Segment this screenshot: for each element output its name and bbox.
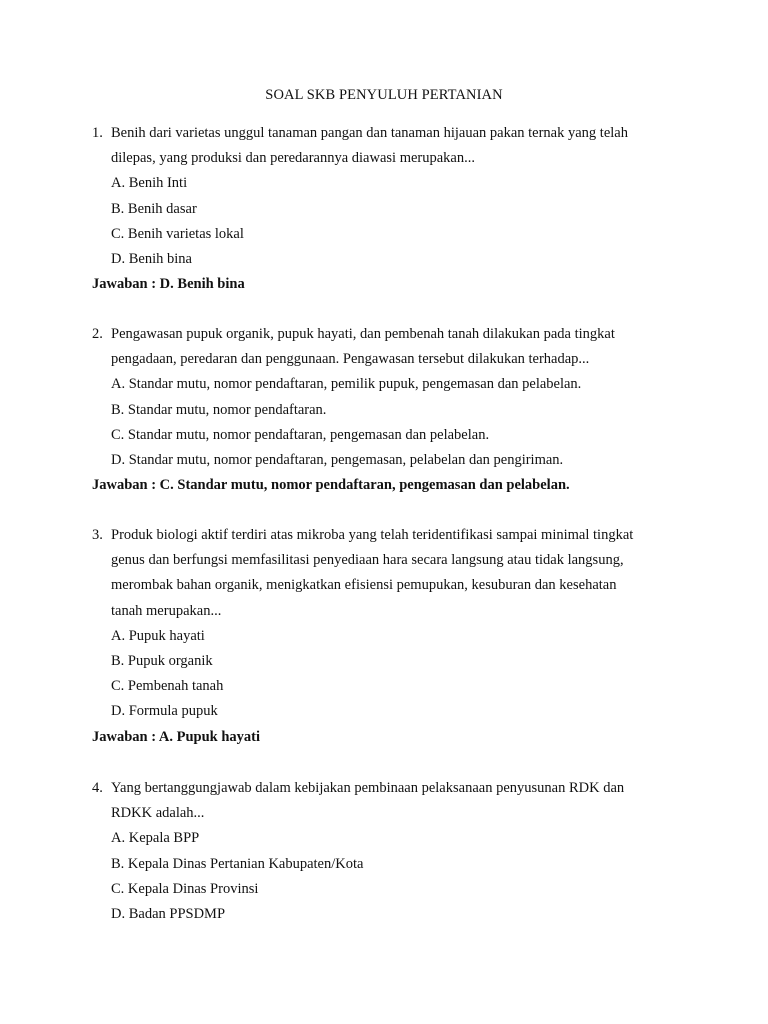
answer-line: Jawaban : D. Benih bina: [92, 276, 245, 293]
question-number: 2.: [92, 326, 103, 342]
option-c: C. Standar mutu, nomor pendaftaran, pengemasan dan pelabelan.: [111, 426, 490, 443]
question-line: [92, 322, 682, 347]
question-text: RDKK adalah...: [111, 805, 205, 822]
option-c: C. Kepala Dinas Provinsi: [111, 880, 259, 897]
question-text: merombak bahan organik, menigkatkan efisiensi pemupukan, kesuburan dan kesehatan: [111, 577, 617, 594]
question-text: genus dan berfungsi memfasilitasi penyediaan hara secara langsung atau tidak langsung,: [111, 552, 624, 569]
answer-line: Jawaban : A. Pupuk hayati: [92, 728, 261, 745]
question-text: Benih dari varietas unggul tanaman pangan dan tanaman hijauan pakan ternak yang telah: [111, 125, 628, 141]
option-a: A. Pupuk hayati: [111, 627, 205, 644]
option-d: D. Benih bina: [111, 250, 192, 267]
question-number: 4.: [92, 780, 103, 796]
question-2: [92, 322, 682, 498]
option-d: D. Standar mutu, nomor pendaftaran, pengemasan, pelabelan dan pengiriman.: [111, 451, 564, 468]
option-c: C. Pembenah tanah: [111, 678, 224, 695]
option-b: B. Benih dasar: [111, 200, 197, 217]
option-a: A. Kepala BPP: [111, 830, 200, 847]
option-b: B. Kepala Dinas Pertanian Kabupaten/Kota: [111, 855, 364, 872]
question-text: pengadaan, peredaran dan penggunaan. Pengawasan tersebut dilakukan terhadap...: [111, 351, 590, 368]
question-line: [92, 776, 682, 801]
question-number: 1.: [92, 125, 103, 141]
question-4: [92, 776, 682, 927]
question-line: [92, 523, 682, 548]
option-a: A. Benih Inti: [111, 175, 188, 192]
question-1: [92, 121, 682, 297]
option-d: D. Formula pupuk: [111, 703, 218, 720]
question-text: dilepas, yang produksi dan peredarannya diawasi merupakan...: [111, 150, 475, 167]
question-text: Produk biologi aktif terdiri atas mikroba yang telah teridentifikasi sampai minimal tingkat: [111, 527, 634, 543]
question-3: [92, 523, 682, 750]
option-b: B. Pupuk organik: [111, 652, 213, 669]
question-number: 3.: [92, 527, 103, 543]
option-d: D. Badan PPSDMP: [111, 905, 226, 922]
question-text: Yang bertanggungjawab dalam kebijakan pembinaan pelaksanaan penyusunan RDK dan: [111, 780, 625, 796]
question-text: tanah merupakan...: [111, 602, 222, 619]
option-b: B. Standar mutu, nomor pendaftaran.: [111, 401, 327, 418]
question-text: Pengawasan pupuk organik, pupuk hayati, dan pembenah tanah dilakukan pada tingkat: [111, 326, 615, 342]
question-line: [92, 121, 682, 146]
option-c: C. Benih varietas lokal: [111, 225, 244, 242]
option-a: A. Standar mutu, nomor pendaftaran, pemilik pupuk, pengemasan dan pelabelan.: [111, 376, 582, 393]
answer-line: Jawaban : C. Standar mutu, nomor pendaftaran, pengemasan dan pelabelan.: [92, 477, 570, 494]
page-title: SOAL SKB PENYULUH PERTANIAN: [265, 87, 503, 103]
